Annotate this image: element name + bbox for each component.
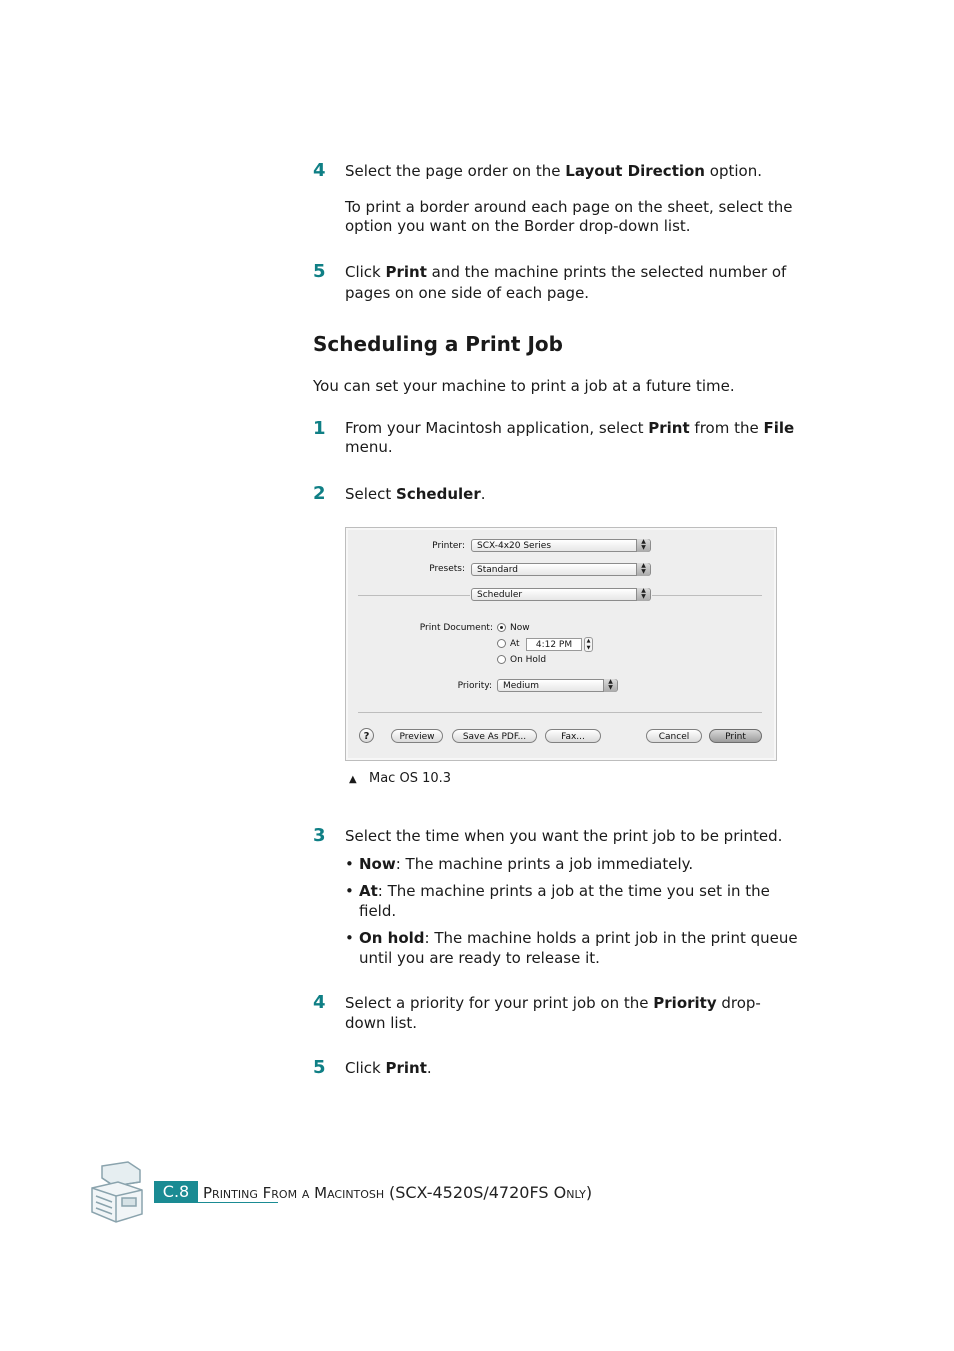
presets-label: Presets: [429,564,465,574]
bullet-item: At: The machine prints a job at the time you set in the field. [359,882,770,920]
step-text: Click Print and the machine prints the selected number of pages on one side of each page. [345,263,787,302]
step-text: Select a priority for your print job on the Priority drop-down list. [345,994,761,1032]
divider [358,712,762,713]
radio-at-label: At [510,639,520,649]
step-text: Select the time when you want the print job to be printed. [345,827,783,845]
step-number: 4 [313,160,326,181]
section-title: Scheduling a Print Job [313,332,563,356]
popup-arrows-icon: ▲ ▼ [603,679,617,692]
save-as-pdf-button[interactable]: Save As PDF... [452,729,537,743]
popup-arrows-icon: ▲ ▼ [636,563,650,576]
step-note: To print a border around each page on the sheet, select the option you want on the Border drop-down list. [345,198,793,235]
bullet-icon: • [345,855,354,873]
step-text: From your Macintosh application, select Print from the File menu. [345,419,795,456]
step-number: 3 [313,825,326,846]
radio-on-hold-label: On Hold [510,655,547,665]
footer-title: Printing From a Macintosh (SCX-4520S/4720FS Only) [203,1183,593,1202]
step-number: 2 [313,483,326,504]
step-text: Click Print. [345,1059,432,1077]
fax-button[interactable]: Fax... [545,729,601,743]
priority-label: Priority: [457,681,492,691]
divider [652,595,762,596]
figure-caption: Mac OS 10.3 [369,771,452,786]
print-button[interactable]: Print [709,729,762,743]
priority-popup[interactable]: Medium ▲ ▼ [497,679,618,692]
bullet-item: Now: The machine prints a job immediately. [359,855,694,873]
radio-now[interactable] [497,623,506,632]
section-intro: You can set your machine to print a job at a future time. [313,377,735,395]
bullet-item: On hold: The machine holds a print job in the print queue until you are ready to release it. [359,929,798,967]
bullet-icon: • [345,929,354,947]
radio-now-label: Now [510,623,530,633]
triangle-icon: ▲ [349,774,357,785]
step-number: 4 [313,992,326,1013]
step-number: 1 [313,418,326,439]
preview-button[interactable]: Preview [391,729,443,743]
printer-icon [88,1160,146,1224]
divider [358,595,470,596]
popup-arrows-icon: ▲ ▼ [636,539,650,552]
printer-popup[interactable]: SCX-4x20 Series ▲ ▼ [471,539,651,552]
help-button[interactable]: ? [359,728,374,743]
cancel-button[interactable]: Cancel [646,729,702,743]
bullet-icon: • [345,882,354,900]
page-number-badge: C.8 [154,1181,198,1203]
radio-at[interactable] [497,639,506,648]
step-text: Select the page order on the Layout Direction option. [345,162,762,180]
print-document-label: Print Document: [419,623,493,633]
panel-popup[interactable]: Scheduler ▲ ▼ [471,588,651,601]
presets-popup[interactable]: Standard ▲ ▼ [471,563,651,576]
popup-arrows-icon: ▲ ▼ [636,588,650,601]
step-number: 5 [313,261,326,282]
time-stepper[interactable]: ▲ ▼ [584,637,593,652]
print-dialog [345,527,777,761]
step-text: Select Scheduler. [345,485,486,503]
time-field[interactable]: 4:12 PM [526,638,582,651]
printer-label: Printer: [432,541,465,551]
radio-on-hold[interactable] [497,655,506,664]
step-number: 5 [313,1057,326,1078]
